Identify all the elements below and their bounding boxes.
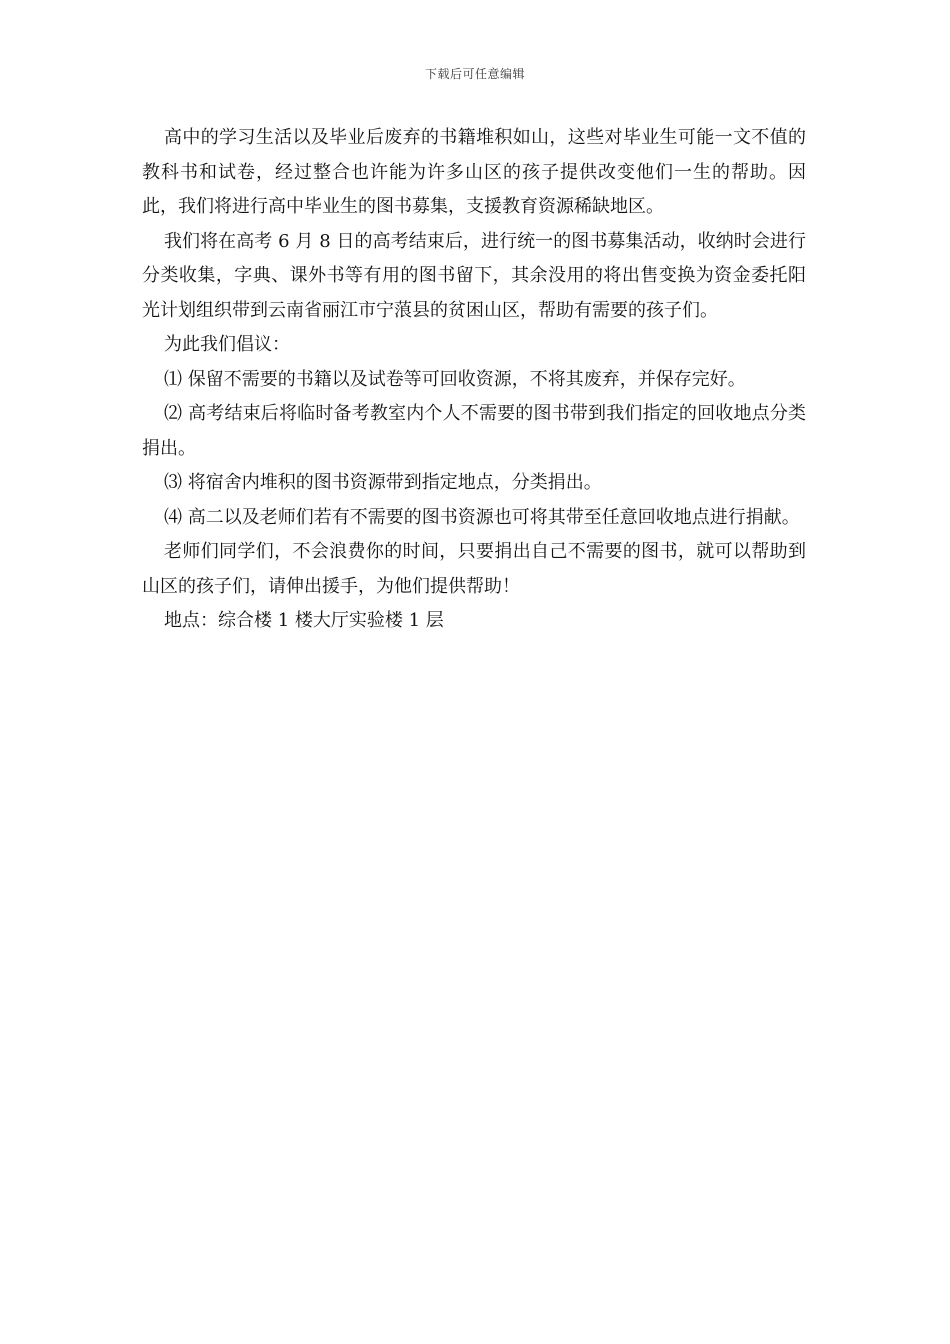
- header-note: 下载后可任意编辑: [424, 67, 525, 81]
- intro-paragraph: 高中的学习生活以及毕业后废弃的书籍堆积如山，这些对毕业生可能一文不值的教科书和试卷，经过整合也许能为许多山区的孩子提供改变他们一生的帮助。因此，我们将进行高中毕业生的图书募集，支援教育资源稀缺地区。: [142, 127, 806, 217]
- proposal-item-3: ⑶ 将宿舍内堆积的图书资源带到指定地点，分类捐出。: [164, 472, 602, 493]
- location-line: 地点：综合楼 1 楼大厅实验楼 1 层: [164, 610, 444, 631]
- document-body: [142, 121, 806, 639]
- activity-paragraph: 我们将在高考 6 月 8 日的高考结束后，进行统一的图书募集活动，收纳时会进行分类收集，字典、课外书等有用的图书留下，其余没用的将出售变换为资金委托阳光计划组织带到云南省丽江市宁蒗县的贫困山区，帮助有需要的孩子们。: [142, 230, 806, 321]
- proposal-item-1: ⑴ 保留不需要的书籍以及试卷等可回收资源，不将其废弃，并保存完好。: [164, 368, 746, 390]
- proposal-item-2: ⑵ 高考结束后将临时备考教室内个人不需要的图书带到我们指定的回收地点分类捐出。: [142, 403, 806, 459]
- appeal-paragraph: 老师们同学们，不会浪费你的时间，只要捐出自己不需要的图书，就可以帮助到山区的孩子们，请伸出援手，为他们提供帮助！: [142, 541, 806, 597]
- proposal-heading: 为此我们倡议：: [164, 334, 290, 355]
- proposal-item-4: ⑷ 高二以及老师们若有不需要的图书资源也可将其带至任意回收地点进行捐献。: [164, 506, 800, 528]
